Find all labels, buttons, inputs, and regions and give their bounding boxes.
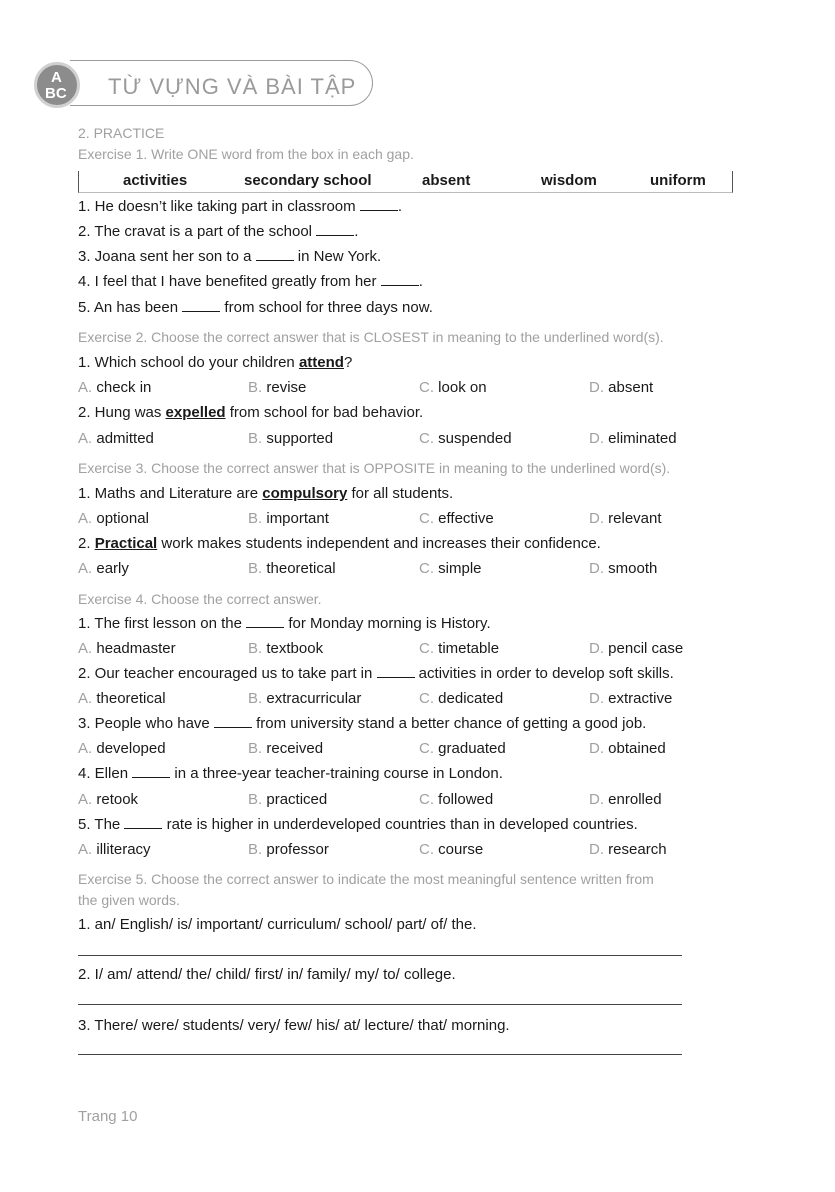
section-title: 2. PRACTICE [78, 125, 165, 141]
option-b[interactable]: B. textbook [248, 640, 324, 657]
option-c[interactable]: C. followed [419, 791, 494, 808]
ex1-question-2: 2. The cravat is a part of the school . [78, 223, 359, 240]
option-c[interactable]: C. look on [419, 379, 487, 396]
answer-blank[interactable] [132, 765, 170, 778]
ex5-header-line-2: the given words. [78, 892, 180, 908]
option-c[interactable]: C. suspended [419, 430, 512, 447]
page-number: Trang 10 [78, 1108, 138, 1125]
logo-letters-bc: BC [45, 85, 67, 102]
ex3-header: Exercise 3. Choose the correct answer that is OPPOSITE in meaning to the underlined word(s). [78, 460, 671, 476]
ex4-question-2: 2. Our teacher encouraged us to take part in activities in order to develop soft skills. [78, 665, 674, 682]
option-d[interactable]: D. pencil case [589, 640, 684, 657]
ex1-question-1: 1. He doesn’t like taking part in classroom . [78, 198, 402, 215]
option-c[interactable]: C. timetable [419, 640, 500, 657]
option-d[interactable]: D. eliminated [589, 430, 677, 447]
ex1-question-5: 5. An has been from school for three days now. [78, 299, 433, 316]
option-d[interactable]: D. enrolled [589, 791, 662, 808]
ex2-question-2: 2. Hung was expelled from school for bad behavior. [78, 404, 424, 421]
ex5-question-2: 2. I/ am/ attend/ the/ child/ first/ in/ family/ my/ to/ college. [78, 966, 456, 983]
option-d[interactable]: D. research [589, 841, 667, 858]
ex1-question-4: 4. I feel that I have benefited greatly from her . [78, 273, 423, 290]
option-d[interactable]: D. extractive [589, 690, 673, 707]
ex4-question-3: 3. People who have from university stand a better chance of getting a good job. [78, 715, 647, 732]
option-c[interactable]: C. dedicated [419, 690, 504, 707]
ex4-question-5: 5. The rate is higher in underdeveloped countries than in developed countries. [78, 816, 638, 833]
answer-blank[interactable] [316, 223, 354, 236]
option-b[interactable]: B. received [248, 740, 324, 757]
option-a[interactable]: A. check in [78, 379, 152, 396]
option-b[interactable]: B. practiced [248, 791, 328, 808]
option-a[interactable]: A. admitted [78, 430, 154, 447]
ex1-question-3: 3. Joana sent her son to a in New York. [78, 248, 382, 265]
word-box-item: uniform [650, 172, 706, 189]
option-a[interactable]: A. illiteracy [78, 841, 151, 858]
option-c[interactable]: C. course [419, 841, 484, 858]
option-c[interactable]: C. effective [419, 510, 494, 527]
answer-blank[interactable] [124, 816, 162, 829]
option-a[interactable]: A. early [78, 560, 129, 577]
ex3-question-1: 1. Maths and Literature are compulsory for all students. [78, 485, 454, 502]
answer-line[interactable] [78, 1054, 682, 1055]
option-a[interactable]: A. developed [78, 740, 166, 757]
answer-blank[interactable] [214, 715, 252, 728]
option-a[interactable]: A. retook [78, 791, 139, 808]
ex5-question-1: 1. an/ English/ is/ important/ curriculum/ school/ part/ of/ the. [78, 916, 477, 933]
option-b[interactable]: B. important [248, 510, 329, 527]
option-d[interactable]: D. relevant [589, 510, 662, 527]
ex4-question-1: 1. The first lesson on the for Monday morning is History. [78, 615, 491, 632]
option-d[interactable]: D. obtained [589, 740, 666, 757]
ex2-question-1: 1. Which school do your children attend? [78, 354, 353, 371]
ex4-question-4: 4. Ellen in a three-year teacher-training course in London. [78, 765, 503, 782]
word-box-item: wisdom [541, 172, 597, 189]
option-a[interactable]: A. headmaster [78, 640, 176, 657]
word-box-item: secondary school [244, 172, 372, 189]
answer-blank[interactable] [182, 299, 220, 312]
answer-blank[interactable] [246, 615, 284, 628]
option-d[interactable]: D. smooth [589, 560, 658, 577]
ex1-header: Exercise 1. Write ONE word from the box in each gap. [78, 146, 414, 162]
answer-blank[interactable] [256, 248, 294, 261]
banner-title: TỪ VỰNG VÀ BÀI TẬP [108, 74, 357, 99]
answer-blank[interactable] [381, 273, 419, 286]
ex5-question-3: 3. There/ were/ students/ very/ few/ his/ at/ lecture/ that/ morning. [78, 1017, 510, 1034]
answer-blank[interactable] [377, 665, 415, 678]
ex2-header: Exercise 2. Choose the correct answer that is CLOSEST in meaning to the underlined word(s). [78, 329, 664, 345]
ex3-question-2: 2. Practical work makes students independent and increases their confidence. [78, 535, 601, 552]
option-b[interactable]: B. extracurricular [248, 690, 362, 707]
answer-line[interactable] [78, 1004, 682, 1005]
ex5-header-line-1: Exercise 5. Choose the correct answer to indicate the most meaningful sentence written from [78, 871, 654, 887]
word-box [78, 171, 733, 193]
word-box-item: activities [123, 172, 188, 189]
option-b[interactable]: B. theoretical [248, 560, 336, 577]
option-b[interactable]: B. professor [248, 841, 329, 858]
option-a[interactable]: A. theoretical [78, 690, 166, 707]
option-d[interactable]: D. absent [589, 379, 654, 396]
abc-logo-icon [34, 62, 80, 108]
option-c[interactable]: C. graduated [419, 740, 506, 757]
option-b[interactable]: B. revise [248, 379, 307, 396]
option-b[interactable]: B. supported [248, 430, 334, 447]
answer-line[interactable] [78, 955, 682, 956]
answer-blank[interactable] [360, 198, 398, 211]
ex4-header: Exercise 4. Choose the correct answer. [78, 591, 322, 607]
option-c[interactable]: C. simple [419, 560, 482, 577]
word-box-item: absent [422, 172, 471, 189]
option-a[interactable]: A. optional [78, 510, 149, 527]
logo-letter-a: A [51, 69, 62, 86]
